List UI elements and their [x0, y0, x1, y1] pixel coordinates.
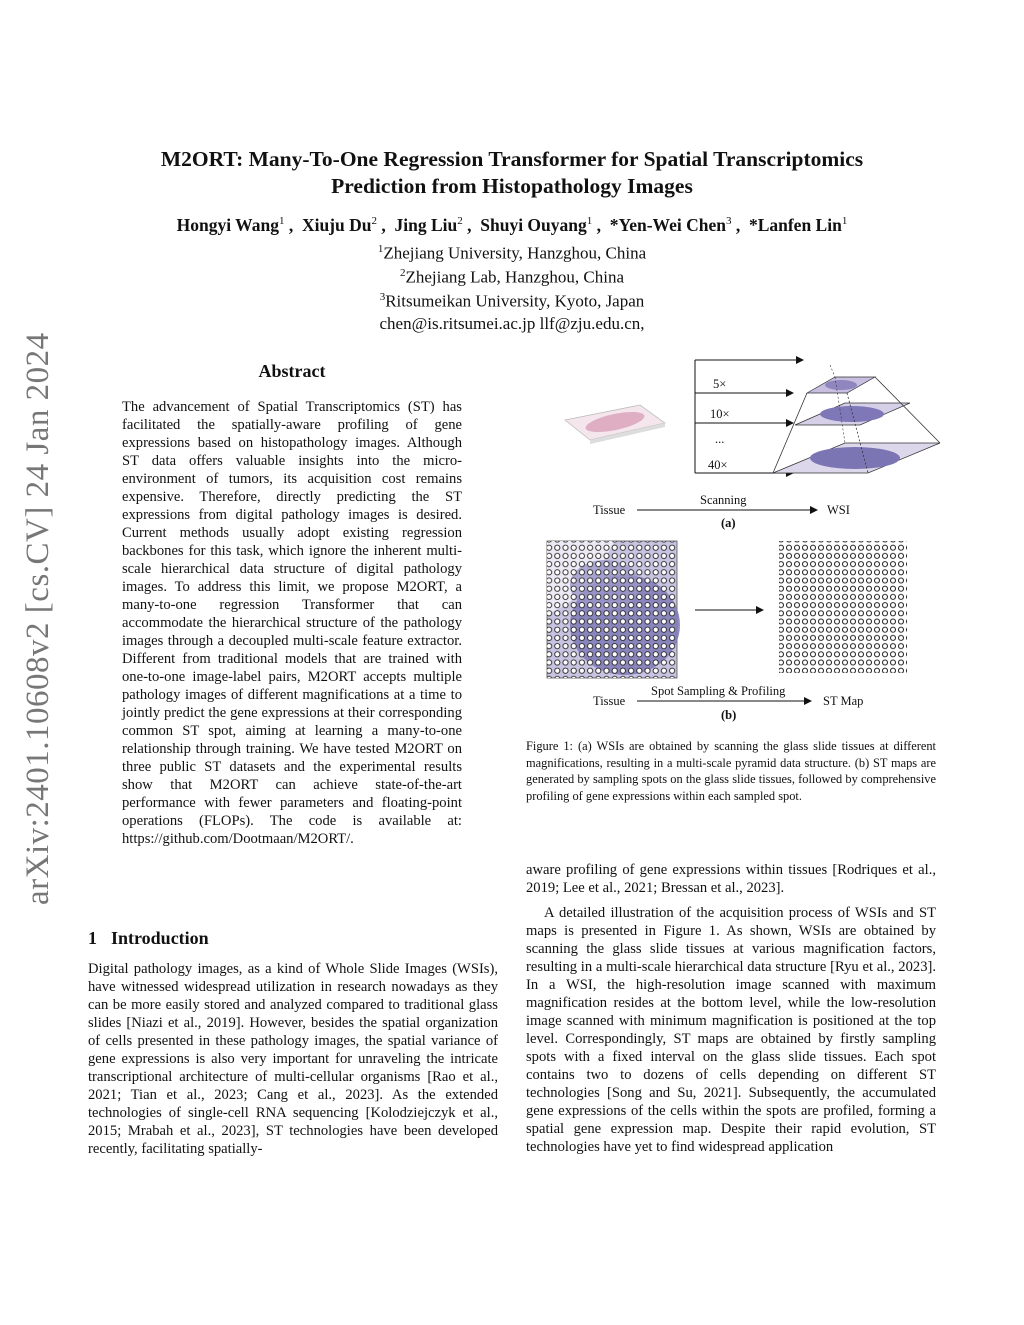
author: Jing Liu$^2$ — [394, 215, 463, 235]
author: *Yen-Wei Chen$^3$ — [609, 215, 732, 235]
author: Shuyi Ouyang$^1$ — [480, 215, 593, 235]
section-heading-introduction — [88, 928, 209, 949]
figure-1 — [545, 355, 945, 730]
author-list: Hongyi Wang$^1$ , Xiuju Du$^2$ , Jing Liu$^2$ , Shuyi Ouyang$^1$ , *Yen-Wei Chen$^3$ , *Lanfen Lin$^1$ — [176, 215, 848, 235]
st-map-grid — [779, 541, 907, 673]
author: Hongyi Wang$^1$ — [176, 215, 285, 235]
figure-1-caption: Figure 1: (a) WSIs are obtained by scanning the glass slide tissues at different magnifications, resulting in a multi-scale pyramid data structure. (b) ST maps are generated by sampling spots on the glass slide tissues, followed by comprehensive profiling of gene expressions within each sampled spot. — [526, 739, 936, 803]
mag-label-5x: 5× — [713, 377, 727, 391]
section-number: 1 — [88, 928, 97, 948]
tissue-label-a: Tissue — [593, 503, 626, 517]
affiliation: $^3$Ritsumeikan University, Kyoto, Japan — [379, 291, 645, 311]
wsi-pyramid — [773, 365, 940, 473]
mag-label-40x: 40× — [708, 458, 728, 472]
glass-slide-tissue — [565, 405, 665, 444]
paper-title — [60, 146, 964, 200]
author: Xiuju Du$^2$ — [301, 215, 377, 235]
title-line-2: Prediction from Histopathology Images — [331, 174, 693, 198]
affiliation: $^2$Zhejiang Lab, Hanzghou, China — [399, 267, 625, 287]
subfigure-label-a: (a) — [721, 516, 736, 530]
right-paragraph-1: aware profiling of gene expressions within tissues [Rodriques et al., 2019; Lee et al., 2021; Bressan et al., 2023]. — [526, 862, 936, 896]
subfigure-label-b: (b) — [721, 708, 737, 722]
wsi-label: WSI — [827, 503, 850, 517]
introduction-text: Digital pathology images, as a kind of Whole Slide Images (WSIs), have witnessed widespread utilization in research nowadays as they can be more easily stored and analyzed compared to traditional glass slides [Niazi et al., 2019]. However, besides the spatial organization of cells presented in these pathology images, the spatial variance of gene expressions is also very important for unraveling the intricate transcriptional architecture of multi-cellular organisms [Rao et al., 2021; Tian et al., 2023; Cang et al., 2023]. As the extended technologies of single-cell RNA sequencing [Kolodziejczyk et al., 2015; Mrabah et al., 2023], ST technologies have been developed recently, facilitating spatially- — [88, 961, 498, 1157]
spot-sampling-label: Spot Sampling & Profiling — [651, 684, 786, 698]
section-title: Introduction — [111, 928, 209, 948]
abstract-heading: Abstract — [258, 361, 326, 381]
arxiv-side-label: arXiv:2401.10608v2 [cs.CV] 24 Jan 2024 — [20, 332, 56, 905]
mag-label-dots: ... — [715, 432, 725, 446]
tissue-label-b: Tissue — [593, 694, 626, 708]
tissue-spot-grid — [547, 541, 680, 678]
st-map-label: ST Map — [823, 694, 864, 708]
title-line-1: M2ORT: Many-To-One Regression Transformer for Spatial Transcriptomics — [160, 147, 864, 171]
mag-label-10x: 10× — [710, 407, 730, 421]
scanning-label: Scanning — [700, 493, 747, 507]
author: *Lanfen Lin$^1$ — [748, 215, 848, 235]
author-emails: chen@is.ritsumei.ac.jp llf@zju.edu.cn, — [379, 314, 645, 333]
right-paragraph-2: A detailed illustration of the acquisition process of WSIs and ST maps is presented in Figure 1. As shown, WSIs are obtained by scanning the glass slide tissues at various magnification factors, resulting in a multi-scale hierarchical data structure [Ryu et al., 2023]. In a WSI, the high-resolution image scanned with maximum magnification resides at the bottom level, while the low-resolution image scanned with minimum magnification is positioned at the top level. Correspondingly, ST maps are obtained by firstly sampling spots with a fixed interval on the glass slide tissues. Each spot contains two to dozens of cells depending on different ST technologies [Song and Su, 2021]. Subsequently, the accumulated gene expressions of the cells within the spots are profiled, forming a spatial gene expression map. Despite their rapid evolution, ST technologies have yet to find widespread application — [526, 905, 936, 1155]
affiliation: $^1$Zhejiang University, Hanzghou, China — [377, 243, 647, 263]
abstract-text: The advancement of Spatial Transcriptomics (ST) has facilitated the spatially-aware profiling of gene expressions based on histopathology images. Although ST data offers valuable insights into the micro-environment of tumors, its acquisition cost remains expensive. Therefore, directly predicting the ST expressions from digital pathology images is desired. Current methods usually adopt existing regression backbones for this task, which ignore the inherent multi-scale hierarchical data structure of digital pathology images. To address this limit, we propose M2ORT, a many-to-one regression Transformer that can accommodate the hierarchical structure of the pathology images through a decoupled multi-scale feature extractor. Different from traditional models that are trained with one-to-one image-label pairs, M2ORT accepts multiple pathology images of different magnifications at a time to jointly predict the gene expressions at their corresponding common ST spot, aiming at learning a many-to-one relationship through training. We have tested M2ORT on three public ST datasets and the experimental results show that M2ORT can achieve state-of-the-art performance with fewer parameters and floating-point operations (FLOPs). The code is available at: https://github.com/Dootmaan/M2ORT/. — [122, 399, 462, 847]
